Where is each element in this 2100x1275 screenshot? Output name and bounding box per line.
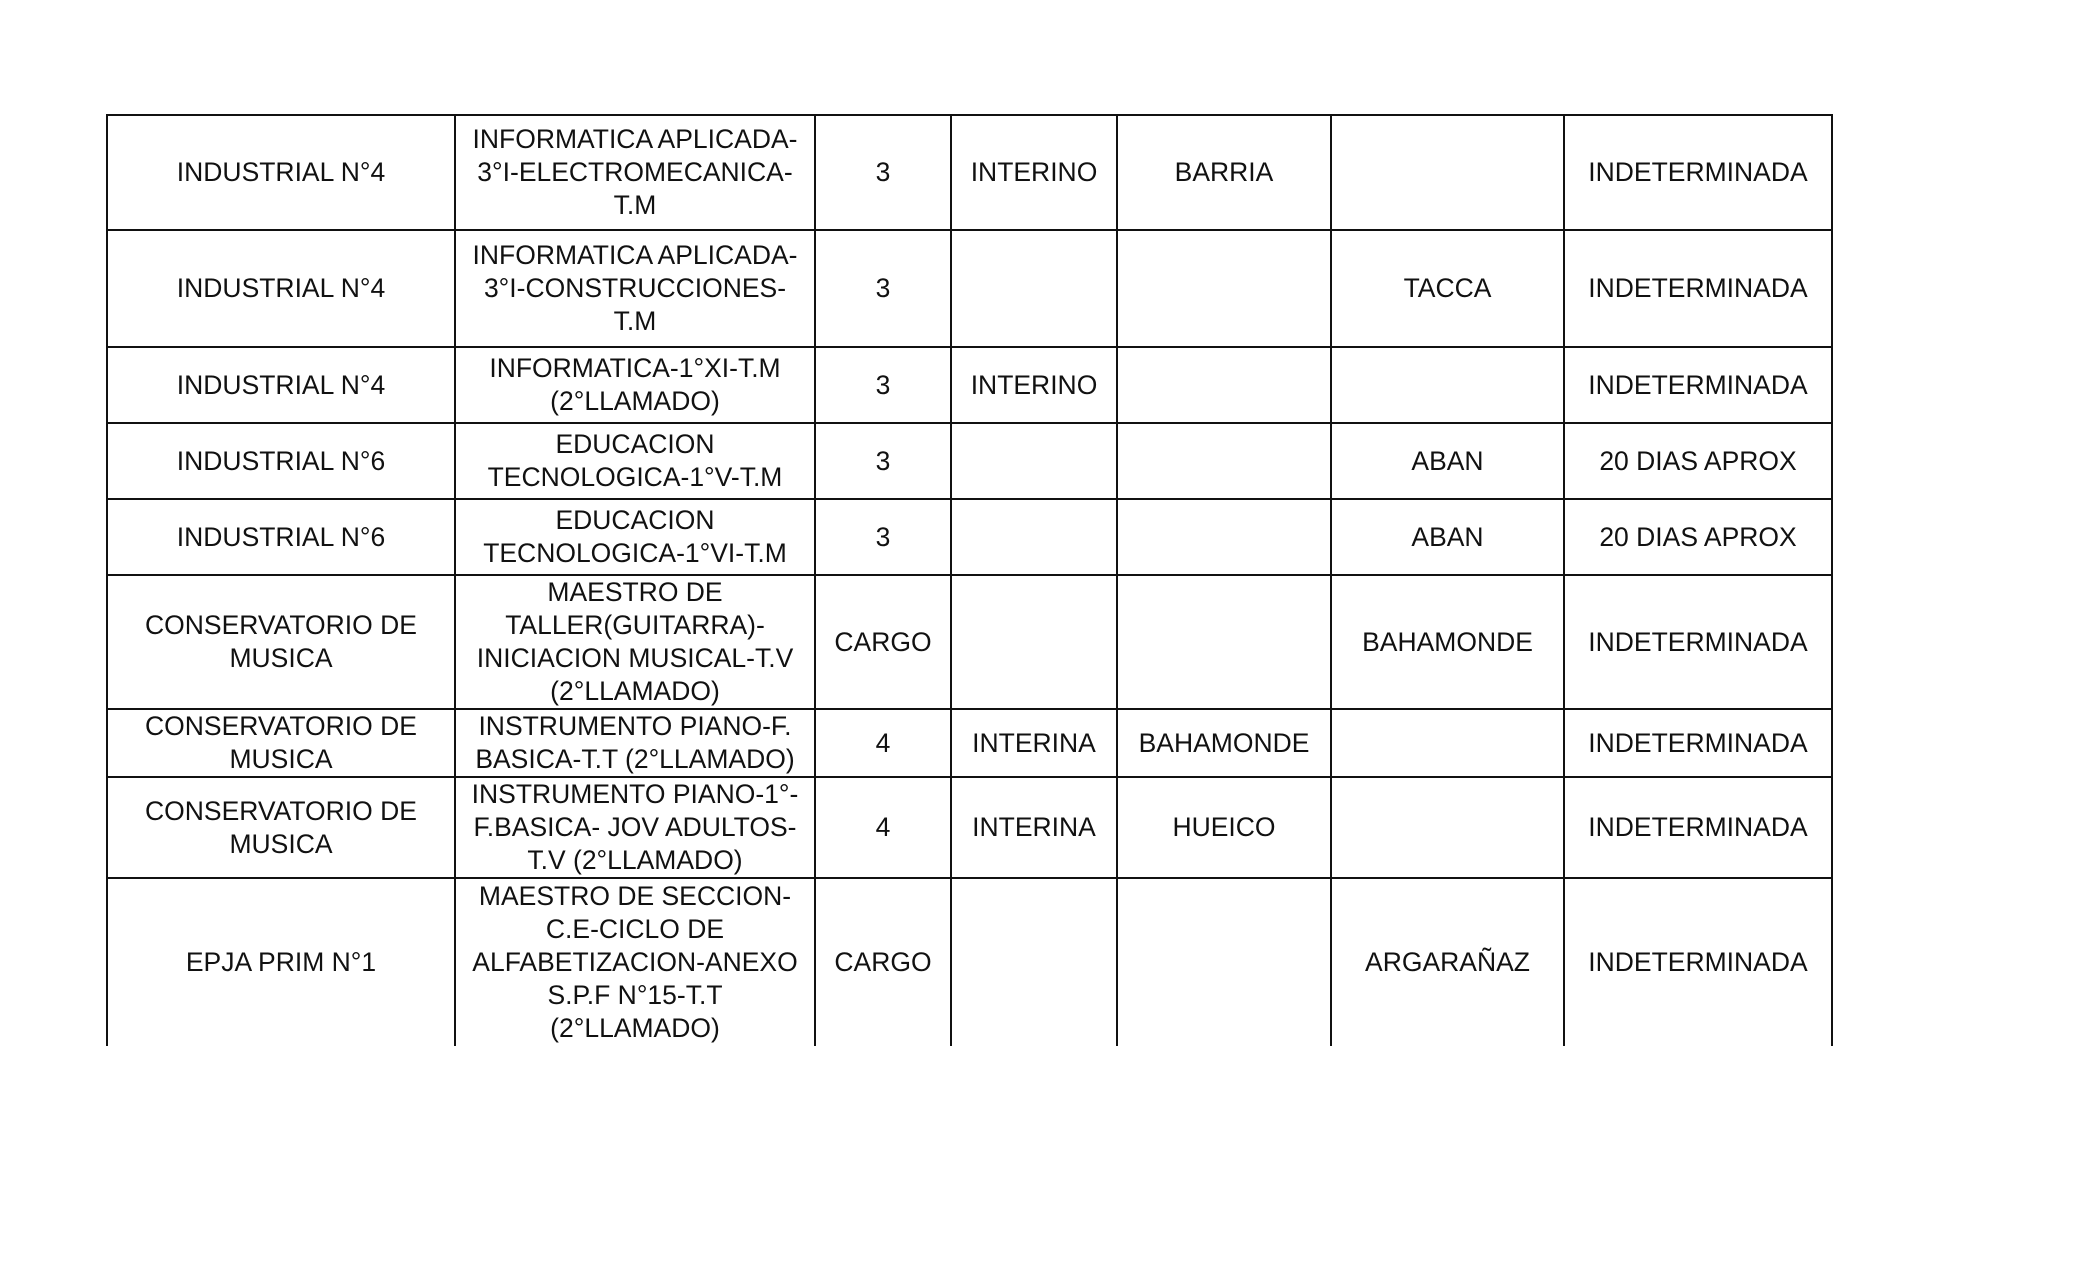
table-row <box>107 230 1832 347</box>
hours-cell: 3 <box>815 347 951 423</box>
duration-cell: INDETERMINADA <box>1564 575 1832 709</box>
school-cell: INDUSTRIAL N°6 <box>107 423 455 499</box>
holder-cell: BAHAMONDE <box>1117 709 1331 777</box>
school-cell: INDUSTRIAL N°4 <box>107 115 455 230</box>
school-cell: CONSERVATORIO DE MUSICA <box>107 777 455 878</box>
table-row <box>107 575 1832 709</box>
hours-cell: CARGO <box>815 878 951 1046</box>
hours-cell: CARGO <box>815 575 951 709</box>
subject-cell: MAESTRO DE TALLER(GUITARRA)- INICIACION MUSICAL-T.V (2°LLAMADO) <box>455 575 815 709</box>
replaced-cell: ABAN <box>1331 499 1564 575</box>
hours-cell: 3 <box>815 499 951 575</box>
subject-cell: EDUCACION TECNOLOGICA-1°VI-T.M <box>455 499 815 575</box>
duration-cell: INDETERMINADA <box>1564 347 1832 423</box>
holder-cell: HUEICO <box>1117 777 1331 878</box>
duration-cell: INDETERMINADA <box>1564 115 1832 230</box>
table-row <box>107 709 1832 777</box>
replaced-cell <box>1331 709 1564 777</box>
table-row <box>107 347 1832 423</box>
school-cell: EPJA PRIM N°1 <box>107 878 455 1046</box>
table-row <box>107 777 1832 878</box>
duration-cell: INDETERMINADA <box>1564 230 1832 347</box>
school-cell: CONSERVATORIO DE MUSICA <box>107 709 455 777</box>
vacancy-sheet <box>106 114 1833 1046</box>
school-cell: CONSERVATORIO DE MUSICA <box>107 575 455 709</box>
subject-cell: MAESTRO DE SECCION- C.E-CICLO DE ALFABETIZACION-ANEXO S.P.F N°15-T.T (2°LLAMADO) <box>455 878 815 1046</box>
holder-cell <box>1117 499 1331 575</box>
subject-cell: INFORMATICA-1°XI-T.M (2°LLAMADO) <box>455 347 815 423</box>
hours-cell: 3 <box>815 423 951 499</box>
hours-cell: 3 <box>815 115 951 230</box>
table-row <box>107 499 1832 575</box>
hours-cell: 4 <box>815 777 951 878</box>
status-cell <box>951 878 1117 1046</box>
hours-cell: 4 <box>815 709 951 777</box>
subject-cell: INFORMATICA APLICADA- 3°I-ELECTROMECANICA- T.M <box>455 115 815 230</box>
replaced-cell: ABAN <box>1331 423 1564 499</box>
duration-cell: INDETERMINADA <box>1564 709 1832 777</box>
status-cell: INTERINO <box>951 115 1117 230</box>
status-cell: INTERINA <box>951 777 1117 878</box>
replaced-cell: TACCA <box>1331 230 1564 347</box>
table-row <box>107 115 1832 230</box>
duration-cell: 20 DIAS APROX <box>1564 423 1832 499</box>
table-row <box>107 878 1832 1046</box>
status-cell: INTERINA <box>951 709 1117 777</box>
school-cell: INDUSTRIAL N°4 <box>107 347 455 423</box>
duration-cell: INDETERMINADA <box>1564 878 1832 1046</box>
holder-cell <box>1117 575 1331 709</box>
replaced-cell <box>1331 115 1564 230</box>
replaced-cell: ARGARAÑAZ <box>1331 878 1564 1046</box>
school-cell: INDUSTRIAL N°6 <box>107 499 455 575</box>
duration-cell: INDETERMINADA <box>1564 777 1832 878</box>
subject-cell: INSTRUMENTO PIANO-1°- F.BASICA- JOV ADULTOS- T.V (2°LLAMADO) <box>455 777 815 878</box>
replaced-cell: BAHAMONDE <box>1331 575 1564 709</box>
subject-cell: EDUCACION TECNOLOGICA-1°V-T.M <box>455 423 815 499</box>
holder-cell <box>1117 230 1331 347</box>
hours-cell: 3 <box>815 230 951 347</box>
holder-cell <box>1117 878 1331 1046</box>
status-cell <box>951 575 1117 709</box>
vacancy-table <box>106 114 1833 1046</box>
holder-cell <box>1117 347 1331 423</box>
holder-cell <box>1117 423 1331 499</box>
status-cell <box>951 499 1117 575</box>
status-cell <box>951 423 1117 499</box>
duration-cell: 20 DIAS APROX <box>1564 499 1832 575</box>
school-cell: INDUSTRIAL N°4 <box>107 230 455 347</box>
holder-cell: BARRIA <box>1117 115 1331 230</box>
replaced-cell <box>1331 777 1564 878</box>
table-row <box>107 423 1832 499</box>
subject-cell: INSTRUMENTO PIANO-F. BASICA-T.T (2°LLAMADO) <box>455 709 815 777</box>
replaced-cell <box>1331 347 1564 423</box>
status-cell: INTERINO <box>951 347 1117 423</box>
status-cell <box>951 230 1117 347</box>
subject-cell: INFORMATICA APLICADA- 3°I-CONSTRUCCIONES- T.M <box>455 230 815 347</box>
